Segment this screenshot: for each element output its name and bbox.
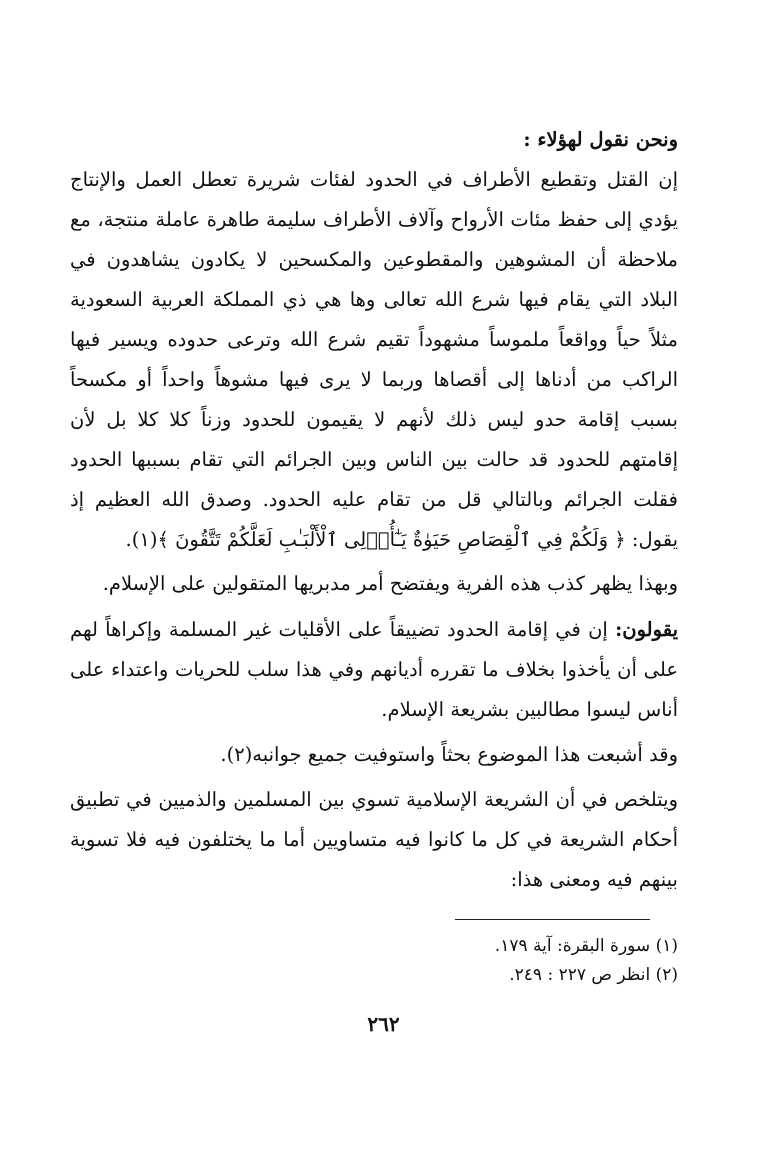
footnote-2: (٢) انظر ص ٢٢٧ : ٢٤٩.	[509, 965, 678, 985]
footnote-divider	[455, 919, 650, 920]
claim-text: إن في إقامة الحدود تضييقاً على الأقليات غير المسلمة وإكراهاً لهم على أن يأخذوا بخلاف ما تقرره أديانهم وفي هذا سلب للحريات واعتداء على أناس ليسوا مطالبين بشريعة الإسلام.	[70, 618, 678, 721]
section-heading: ونحن نقول لهؤلاء :	[523, 128, 678, 151]
paragraph-summary: ويتلخص في أن الشريعة الإسلامية تسوي بين المسلمين والذميين في تطبيق أحكام الشريعة في كل ما كانوا فيه متساويين أما ما يختلفون فيه فلا تسوية بينهم فيه ومعنى هذا:	[70, 788, 678, 891]
claim-lead-word: يقولون:	[615, 618, 678, 641]
paragraph-author-note: وقد أشبعت هذا الموضوع بحثاً واستوفيت جميع جوانبه(٢).	[220, 743, 678, 766]
footnote-1: (١) سورة البقرة: آية ١٧٩.	[494, 936, 678, 956]
paragraph-refutation-conclusion: وبهذا يظهر كذب هذه الفرية ويفتضح أمر مدبريها المتقولين على الإسلام.	[102, 572, 678, 595]
paragraph-claim-minorities	[70, 610, 678, 730]
page-number: ٢٦٢	[367, 1012, 400, 1036]
paragraph-hudud-benefit: إن القتل وتقطيع الأطراف في الحدود لفئات شريرة تعطل العمل والإنتاج يؤدي إلى حفظ مئات الأرواح وآلاف الأطراف سليمة طاهرة عاملة منتجة، مع ملاحظة أن المشوهين والمقطوعين والمكسحين لا يكادون يشاهدون في البلاد التي يقام فيها شرع الله تعالى وها هي ذي المملكة العربية السعودية مثلاً حياً وواقعاً ملموساً مشهوداً تقيم شرع الله وترعى حدوده ويسير فيها الراكب من أدناها إلى أقصاها وربما لا يرى فيها مشوهاً واحداً أو مكسحاً بسبب إقامة حدو ليس ذلك لأنهم لا يقيمون للحدود وزناً كلا كلا بل لأن إقامتهم للحدود قد حالت بين الناس وبين الجرائم التي تقام بسببها الحدود فقلت الجرائم وبالتالي قل من تقام عليه الحدود. وصدق الله العظيم إذ يقول: ﴿ وَلَكُمْ فِي ٱلْقِصَاصِ حَيَوٰةٌ يَـٰٓأُو۟لِى ٱلْأَلْبَـٰبِ لَعَلَّكُمْ تَتَّقُونَ ﴾(١).	[70, 168, 678, 551]
